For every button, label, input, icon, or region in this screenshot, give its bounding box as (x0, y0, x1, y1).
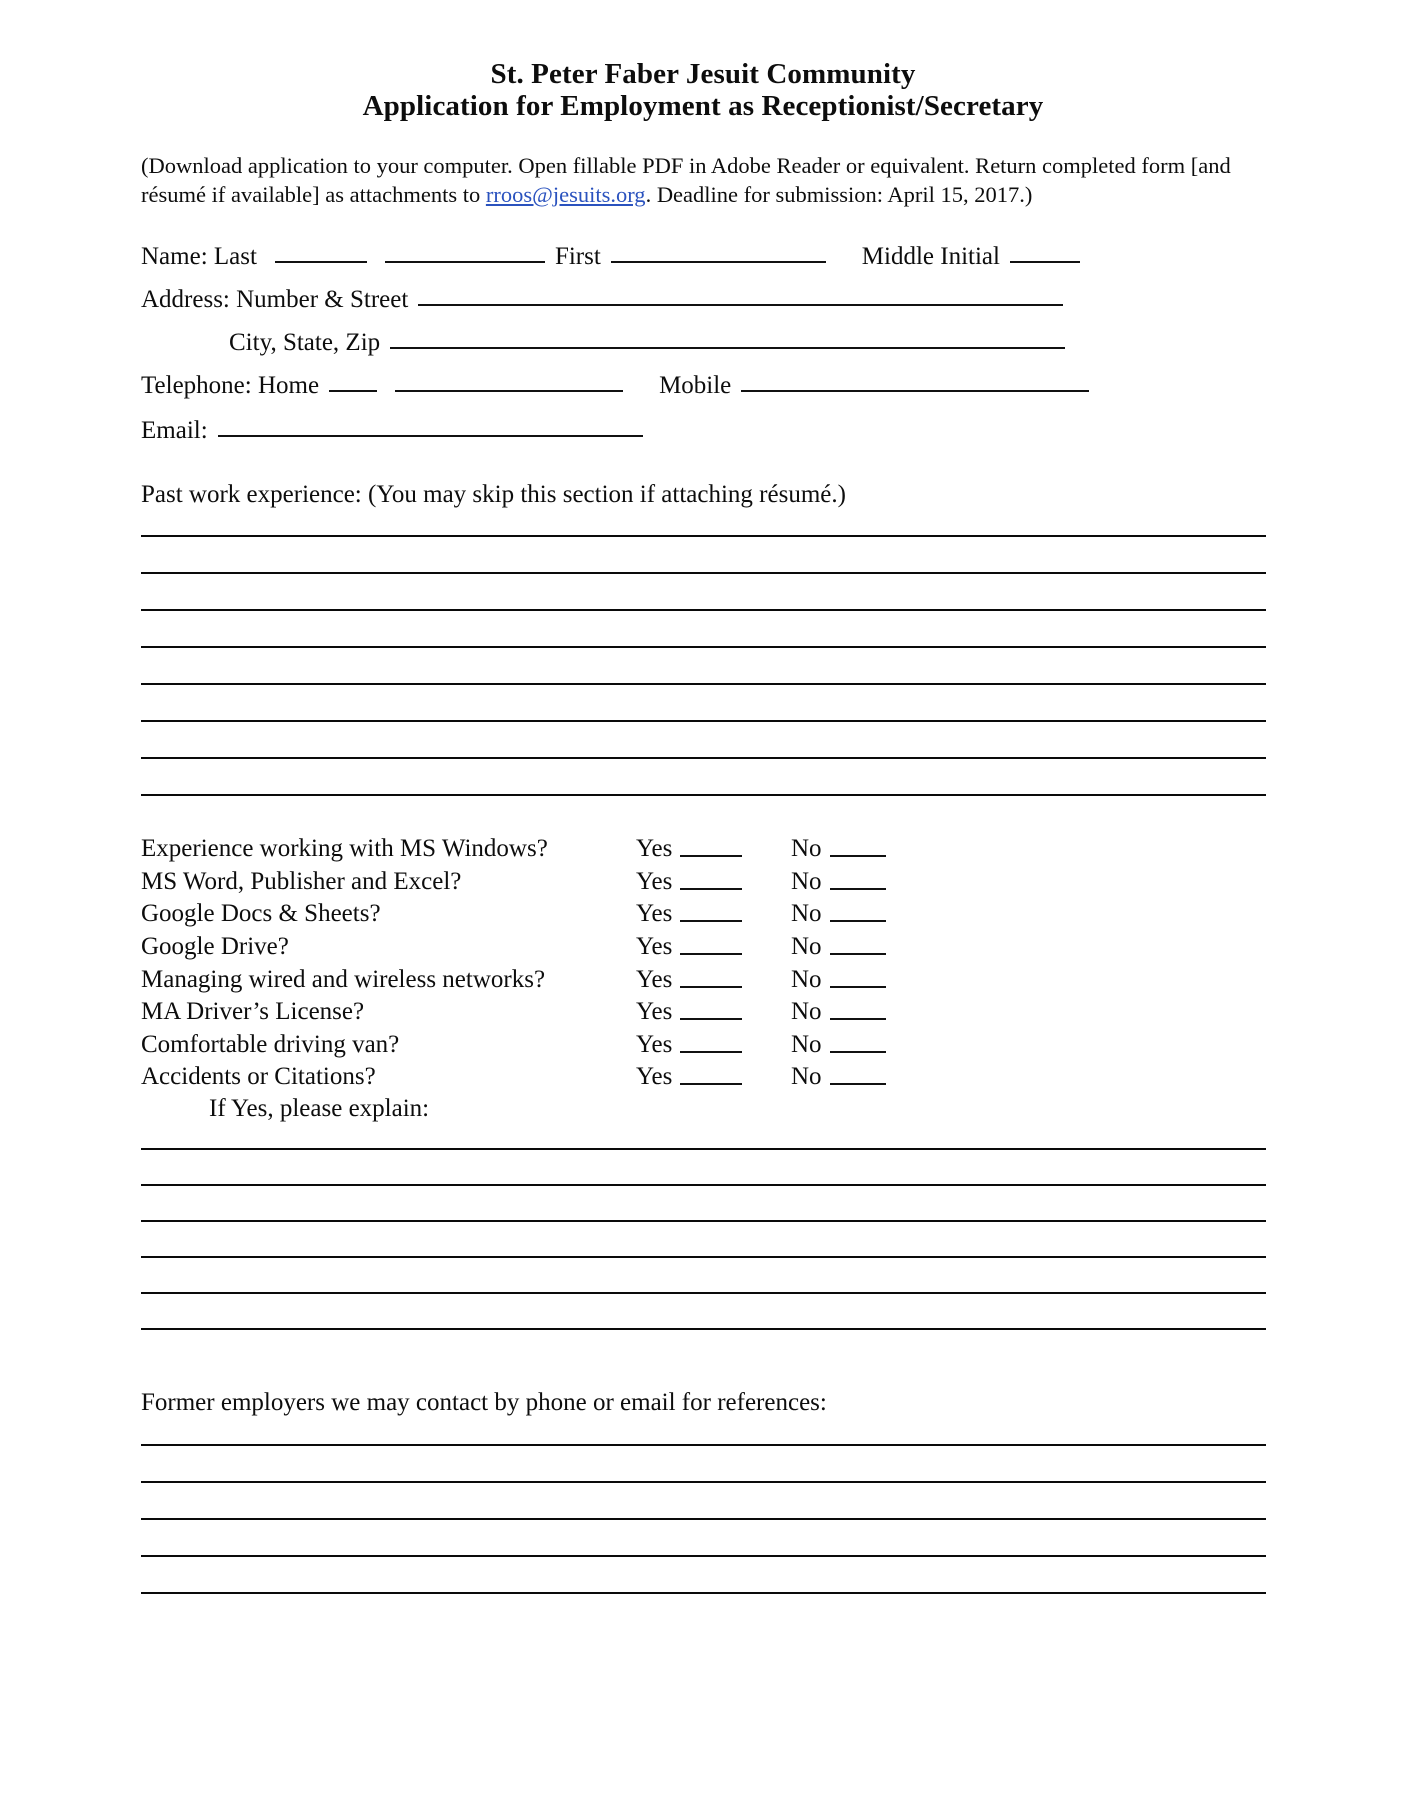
question-yes-option[interactable] (636, 998, 791, 1026)
past-work-line[interactable] (141, 683, 1266, 685)
past-work-line[interactable] (141, 535, 1266, 537)
references-prompt (141, 1389, 1266, 1417)
city-state-zip-label: City, State, Zip (229, 328, 381, 356)
references-lines (141, 1444, 1266, 1594)
mobile-label: Mobile (659, 371, 732, 399)
question-no-option[interactable] (791, 835, 931, 863)
reference-line[interactable] (141, 1444, 1266, 1446)
no-blank[interactable] (830, 854, 886, 857)
question-no-option[interactable] (791, 1063, 931, 1091)
skills-questions-block (141, 831, 1266, 1124)
past-work-prompt-text: Past work experience: (You may skip this section if attaching résumé.) (141, 480, 846, 508)
address-row (141, 287, 1266, 312)
no-label: No (791, 900, 822, 928)
no-label: No (791, 965, 822, 993)
last-name-blank-2[interactable] (385, 260, 545, 263)
home-phone-blank[interactable] (395, 389, 623, 392)
yes-blank[interactable] (680, 887, 742, 890)
past-work-line[interactable] (141, 646, 1266, 648)
explain-line[interactable] (141, 1292, 1266, 1294)
reference-line[interactable] (141, 1481, 1266, 1483)
yes-blank[interactable] (680, 919, 742, 922)
question-label: Accidents or Citations? (141, 1063, 376, 1091)
no-blank[interactable] (830, 1050, 886, 1053)
page-title (0, 0, 1406, 123)
question-yes-option[interactable] (636, 933, 791, 961)
intro-instructions (141, 152, 1266, 210)
yes-label: Yes (636, 1063, 673, 1091)
question-yes-option[interactable] (636, 1031, 791, 1059)
past-work-line[interactable] (141, 757, 1266, 759)
no-blank[interactable] (830, 952, 886, 955)
question-label: Comfortable driving van? (141, 1030, 400, 1058)
reference-line[interactable] (141, 1555, 1266, 1557)
yes-blank[interactable] (680, 854, 742, 857)
title-line-1: St. Peter Faber Jesuit Community (490, 58, 916, 90)
no-label: No (791, 998, 822, 1026)
yes-blank[interactable] (680, 1050, 742, 1053)
question-row (141, 1026, 1266, 1059)
no-label: No (791, 835, 822, 863)
telephone-home-label: Telephone: Home (141, 371, 320, 399)
explain-line[interactable] (141, 1220, 1266, 1222)
question-row (141, 831, 1266, 864)
intro-text-before-link: (Download application to your computer. Open fillable PDF in Adobe Reader or equivalent. Return completed form [and résumé if available] as attachments to (141, 152, 1231, 207)
past-work-prompt (141, 481, 1266, 509)
question-row (141, 863, 1266, 896)
city-state-zip-row (141, 330, 1266, 355)
home-area-code-blank[interactable] (329, 389, 377, 392)
references-prompt-text: Former employers we may contact by phone or email for references: (141, 1389, 827, 1417)
yes-blank[interactable] (680, 1017, 742, 1020)
question-no-option[interactable] (791, 998, 931, 1026)
yes-label: Yes (636, 1030, 673, 1058)
mobile-phone-blank[interactable] (741, 389, 1089, 392)
question-row (141, 1059, 1266, 1092)
title-line-2: Application for Employment as Receptionist/Secretary (362, 90, 1044, 123)
question-yes-option[interactable] (636, 1063, 791, 1091)
no-label: No (791, 867, 822, 895)
last-name-blank-1[interactable] (275, 260, 367, 263)
question-label: Google Drive? (141, 932, 289, 960)
name-label: Name: Last (141, 242, 257, 270)
no-blank[interactable] (830, 919, 886, 922)
first-name-blank[interactable] (611, 260, 826, 263)
yes-label: Yes (636, 867, 673, 895)
intro-text-after-link: . Deadline for submission: April 15, 2017.) (645, 181, 1033, 207)
explain-prompt-text: If Yes, please explain: (209, 1095, 430, 1123)
question-row (141, 928, 1266, 961)
middle-initial-label: Middle Initial (861, 242, 1000, 270)
question-label: MA Driver’s License? (141, 998, 365, 1026)
yes-blank[interactable] (680, 985, 742, 988)
yes-label: Yes (636, 932, 673, 960)
no-blank[interactable] (830, 1017, 886, 1020)
first-name-label: First (554, 242, 601, 270)
yes-label: Yes (636, 835, 673, 863)
past-work-line[interactable] (141, 794, 1266, 796)
no-blank[interactable] (830, 887, 886, 890)
email-blank[interactable] (218, 434, 643, 437)
no-blank[interactable] (830, 1082, 886, 1085)
question-yes-option[interactable] (636, 900, 791, 928)
question-yes-option[interactable] (636, 835, 791, 863)
question-row (141, 994, 1266, 1027)
email-row (141, 418, 1266, 443)
question-label: Experience working with MS Windows? (141, 835, 548, 863)
explain-line[interactable] (141, 1148, 1266, 1150)
yes-blank[interactable] (680, 952, 742, 955)
name-row (141, 244, 1266, 269)
explain-prompt (141, 1091, 1266, 1123)
explain-line[interactable] (141, 1184, 1266, 1186)
question-no-option[interactable] (791, 966, 931, 994)
question-yes-option[interactable] (636, 966, 791, 994)
question-label: Managing wired and wireless networks? (141, 965, 546, 993)
reference-line[interactable] (141, 1592, 1266, 1594)
address-label: Address: Number & Street (141, 285, 409, 313)
past-work-line[interactable] (141, 572, 1266, 574)
question-yes-option[interactable] (636, 868, 791, 896)
explain-line[interactable] (141, 1328, 1266, 1330)
telephone-row (141, 373, 1266, 398)
city-state-zip-blank[interactable] (390, 346, 1065, 349)
question-row (141, 961, 1266, 994)
yes-label: Yes (636, 998, 673, 1026)
email-label: Email: (141, 416, 208, 444)
explain-line[interactable] (141, 1256, 1266, 1258)
middle-initial-blank[interactable] (1010, 260, 1080, 263)
reference-line[interactable] (141, 1518, 1266, 1520)
question-no-option[interactable] (791, 900, 931, 928)
question-no-option[interactable] (791, 868, 931, 896)
email-link[interactable]: rroos@jesuits.org (485, 181, 646, 207)
yes-label: Yes (636, 900, 673, 928)
question-label: Google Docs & Sheets? (141, 900, 381, 928)
yes-blank[interactable] (680, 1082, 742, 1085)
yes-label: Yes (636, 965, 673, 993)
explain-lines (141, 1148, 1266, 1330)
question-no-option[interactable] (791, 933, 931, 961)
question-row (141, 896, 1266, 929)
past-work-line[interactable] (141, 720, 1266, 722)
question-label: MS Word, Publisher and Excel? (141, 867, 462, 895)
question-no-option[interactable] (791, 1031, 931, 1059)
no-blank[interactable] (830, 985, 886, 988)
address-blank[interactable] (418, 303, 1063, 306)
past-work-lines (141, 535, 1266, 796)
no-label: No (791, 932, 822, 960)
no-label: No (791, 1030, 822, 1058)
past-work-line[interactable] (141, 609, 1266, 611)
no-label: No (791, 1063, 822, 1091)
